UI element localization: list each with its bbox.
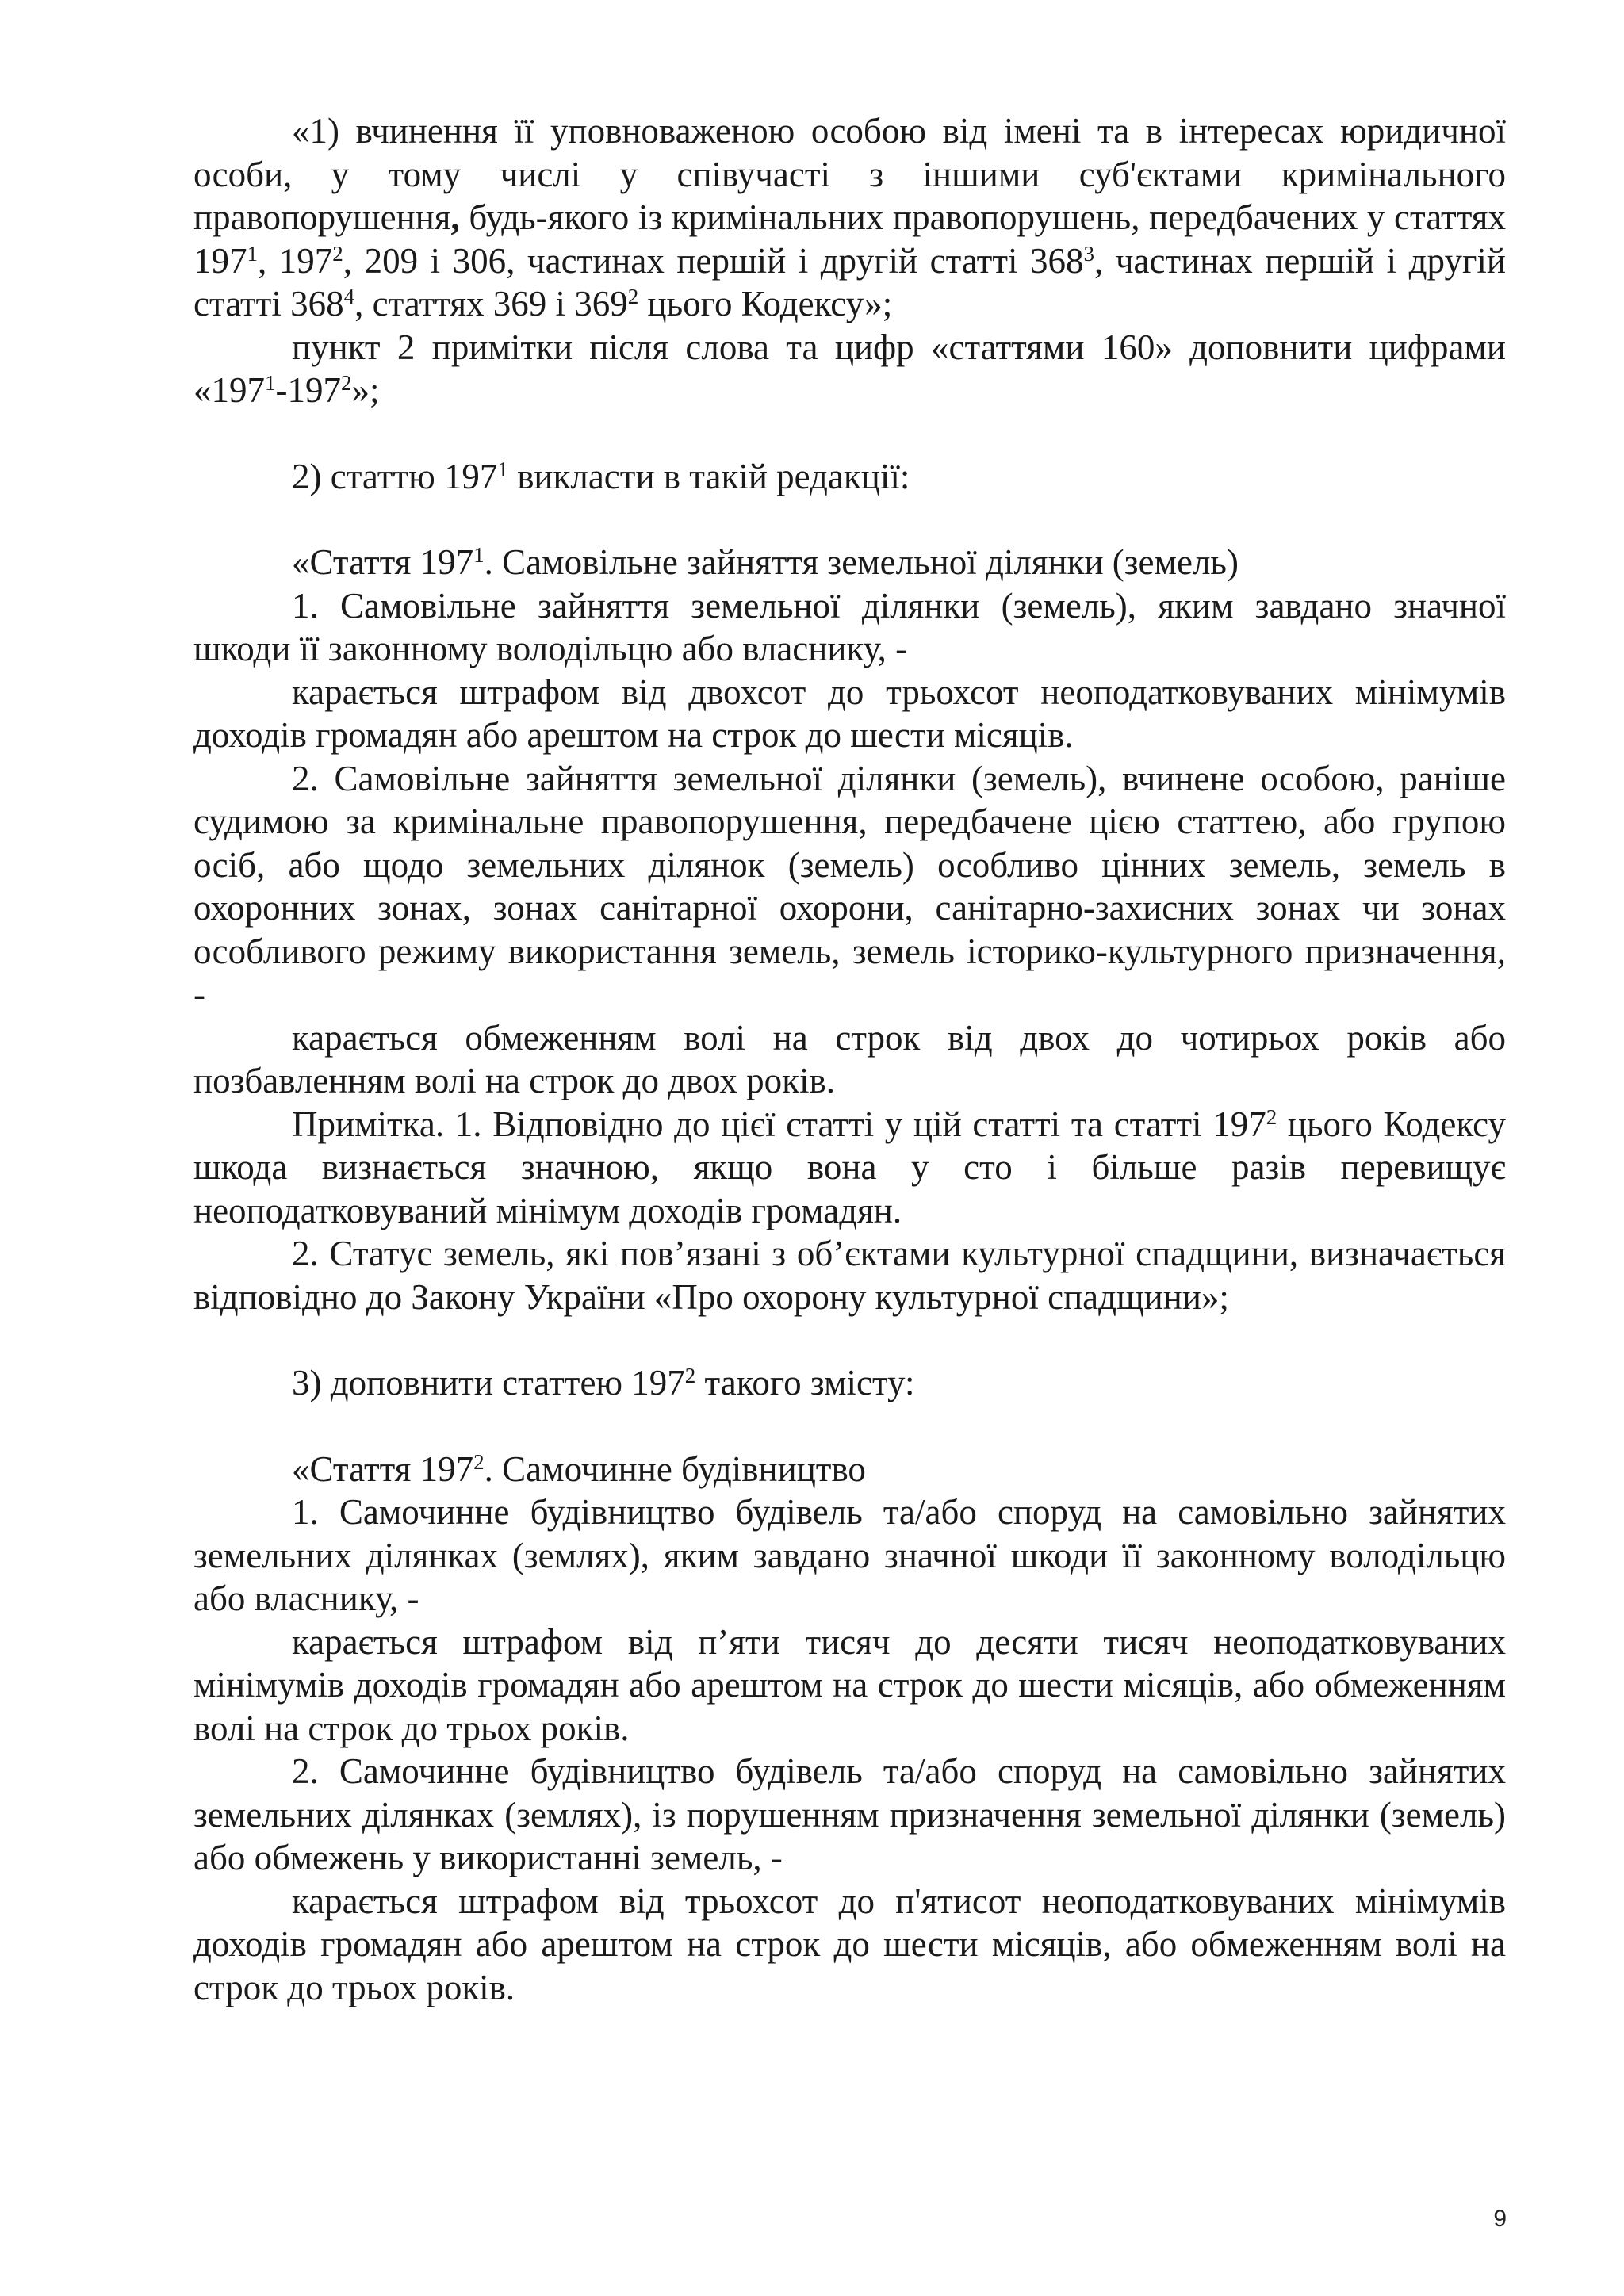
page-number: 9 xyxy=(1493,2206,1507,2232)
article-197-1-part-2: 2. Самовільне зайняття земельної ділянки (земель), вчинене особою, раніше судимою за кримінальне правопорушення, передбачене цією статтею, або групою осіб, або щодо земельних ділянок (земель) особливо цінних земель, земель в охоронних зонах, зонах санітарної охорони, санітарно-захисних зонах чи зонах особливого режиму використання земель, земель історико-культурного призначення, - xyxy=(193,758,1506,1014)
article-197-1-part-2-penalty: карається обмеженням волі на строк від двох до чотирьох років або позбавленням волі на строк до двох років. xyxy=(193,1017,1506,1100)
spacer xyxy=(193,1405,1506,1448)
article-197-1-heading: «Стаття $197^1$. Самовільне зайняття земельної ділянки (земель) xyxy=(292,542,1239,582)
article-197-1-part-1: 1. Самовільне зайняття земельної ділянки (земель), яким завдано значної шкоди її законному володільцю або власнику, - xyxy=(193,585,1506,668)
article-197-2-part-2: 2. Самочинне будівництво будівель та/або споруд на самовільно зайнятих земельних ділянках (землях), із порушенням призначення земельної ділянки (земель) або обмежень у використанні земель, - xyxy=(193,1751,1506,1877)
paragraph-item-3: 3) доповнити статтею $197^2$ такого змісту: xyxy=(292,1363,915,1402)
article-197-2-heading: «Стаття $197^2$. Самочинне будівництво xyxy=(292,1448,866,1489)
article-197-2-part-1: 1. Самочинне будівництво будівель та/або споруд на самовільно зайнятих земельних ділянках (землях), яким завдано значної шкоди її законному володільцю або власнику, - xyxy=(193,1492,1506,1618)
spacer xyxy=(193,412,1506,455)
paragraph-item-2: 2) статтю $197^1$ викласти в такій редакції: xyxy=(292,456,910,496)
spacer xyxy=(193,1318,1506,1361)
article-197-1-note-2: 2. Статус земель, які пов’язані з об’єктами культурної спадщини, визначається відповідно до Закону України «Про охорону культурної спадщини»; xyxy=(193,1234,1506,1317)
article-197-2-part-2-penalty: карається штрафом від трьохсот до п'ятисот неоподатковуваних мінімумів доходів громадян або арештом на строк до шести місяців, або обмеженням волі на строк до трьох років. xyxy=(193,1881,1506,2007)
paragraph-note-amendment: пункт 2 примітки після слова та цифр «статтями 160» доповнити цифрами «$197^1-197^2$»; xyxy=(193,327,1506,410)
paragraph-legal-entity-condition: «1) вчинення її уповноваженою особою від імені та в інтересах юридичної особи, у тому числі у співучасті з іншими суб'єктами кримінального правопорушення, будь-якого із кримінальних правопорушень, передбачених у статтях $197^1$, $197^2$, 209 і 306, частинах першій і другій статті $368^3$, частинах першій і другій статті $368^4$, статтях 369 і $369^2$ цього Кодексу»; xyxy=(193,111,1506,323)
spacer xyxy=(193,498,1506,541)
document-body xyxy=(193,109,1506,2009)
article-197-1-note-1: Примітка. 1. Відповідно до цієї статті у цій статті та статті $197^2$ цього Кодексу шкода визнається значною, якщо вона у сто і більше разів перевищує неоподатковуваний мінімум доходів громадян. xyxy=(193,1104,1506,1230)
article-197-1-part-1-penalty: карається штрафом від двохсот до трьохсот неоподатковуваних мінімумів доходів громадян або арештом на строк до шести місяців. xyxy=(193,672,1506,755)
article-197-2-part-1-penalty: карається штрафом від п’яти тисяч до десяти тисяч неоподатковуваних мінімумів доходів громадян або арештом на строк до шести місяців, або обмеженням волі на строк до трьох років. xyxy=(193,1621,1506,1748)
